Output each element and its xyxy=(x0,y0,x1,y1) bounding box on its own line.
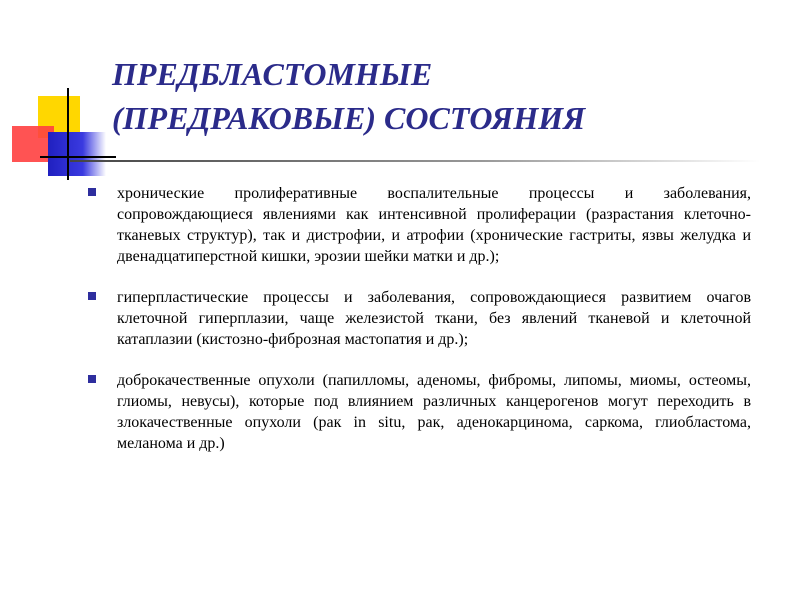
slide-title-line-2: (ПРЕДРАКОВЫЕ) СОСТОЯНИЯ xyxy=(112,100,586,136)
slide-title-line-1: ПРЕДБЛАСТОМНЫЕ xyxy=(112,56,433,92)
title-underline xyxy=(70,160,760,162)
slide-title xyxy=(112,52,752,140)
bullet-item-text: хронические пролиферативные воспалительные процессы и заболевания, сопровождающиеся явлениями как интенсивной пролиферации (разрастания клеточно-тканевых структур), так и дистрофии, и атрофии (хронические гастриты, язвы желудка и двенадцатиперстной кишки, эрозии шейки матки и др.); xyxy=(117,185,751,265)
bullet-list xyxy=(117,183,751,474)
bullet-item xyxy=(117,287,751,350)
bullet-item xyxy=(117,370,751,454)
square-bullet-icon xyxy=(88,375,96,383)
bullet-item-text: доброкачественные опухоли (папилломы, аденомы, фибромы, липомы, миомы, остеомы, глиомы, невусы), которые под влиянием различных канцерогенов могут переходить в злокачественные опухоли (рак in situ, рак, аденокарцинома, саркома, глиобластома, меланома и др.) xyxy=(117,372,751,452)
square-bullet-icon xyxy=(88,188,96,196)
decor-blue-square xyxy=(48,132,106,176)
square-bullet-icon xyxy=(88,292,96,300)
bullet-item-text: гиперпластические процессы и заболевания, сопровождающиеся развитием очагов клеточной гиперплазии, чаще железистой ткани, без явлений тканевой и клеточной катаплазии (кистозно-фиброзная мастопатия и др.); xyxy=(117,289,751,348)
bullet-item xyxy=(117,183,751,267)
decor-short-horizontal-line xyxy=(40,156,116,158)
decor-vertical-line xyxy=(67,88,69,180)
